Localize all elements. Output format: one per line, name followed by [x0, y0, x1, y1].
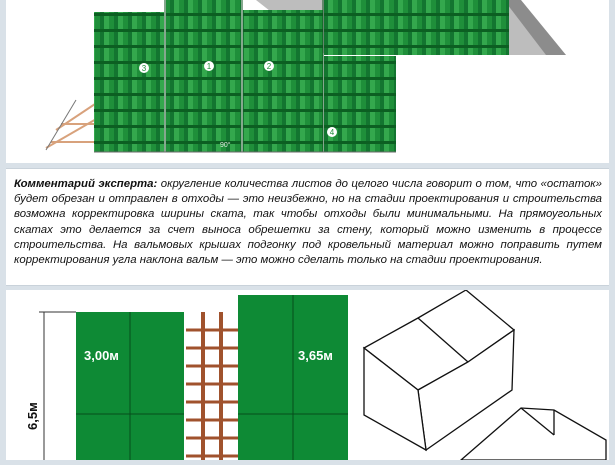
sheet-number-1 [204, 61, 214, 71]
sheet-number-3 [139, 63, 149, 73]
comment-body: округление количества листов до целого числа говорит о том, что «остаток» будет обрезан и отправлен в отходы — это неизбежно, но на стадии проектирования и строительства возможна корректировка ширины ската, так чтобы отходы были минимальными. На прямоугольных скатах это делается за счет выноса обрешетки за стену, который можно изменить в процессе строительства. На вальмовых крышах подгонку под кровельный материал можно поправить путем корректирования угла наклона вальм — это можно сделать только на стадии проектирования. [14, 178, 602, 267]
expert-comment [14, 177, 602, 268]
comment-lead: Комментарий эксперта: [14, 178, 158, 190]
roof-sheet-upper-right [324, 0, 509, 55]
ladder-rungs [186, 330, 238, 456]
expert-comment-panel [6, 168, 609, 286]
slope-illustration [6, 290, 609, 460]
height-label: 6,5м [25, 402, 40, 430]
right-width-label: 3,65м [298, 348, 333, 363]
svg-text:3: 3 [141, 64, 147, 73]
roof-sheet-1 [166, 0, 241, 152]
sheet-number-4 [327, 127, 337, 137]
house-sketch-gable [364, 290, 514, 450]
roof-sheet-3 [94, 12, 164, 152]
slope-calculation-panel [6, 290, 609, 460]
svg-text:4: 4 [329, 128, 335, 137]
roof-sheet-4 [324, 78, 396, 152]
sheet-number-2 [264, 61, 274, 71]
batten-line [46, 118, 98, 148]
roof-sheets-illustration [6, 0, 609, 163]
roof-sheets-panel [6, 0, 609, 163]
angle-label: 90° [220, 142, 231, 149]
svg-text:2: 2 [266, 62, 272, 71]
roof-sheet-2 [243, 10, 323, 152]
left-width-label: 3,00м [84, 348, 119, 363]
roof-sheet-low-strip [324, 56, 396, 78]
house-sketch-hip [461, 408, 606, 460]
svg-text:1: 1 [206, 62, 212, 71]
